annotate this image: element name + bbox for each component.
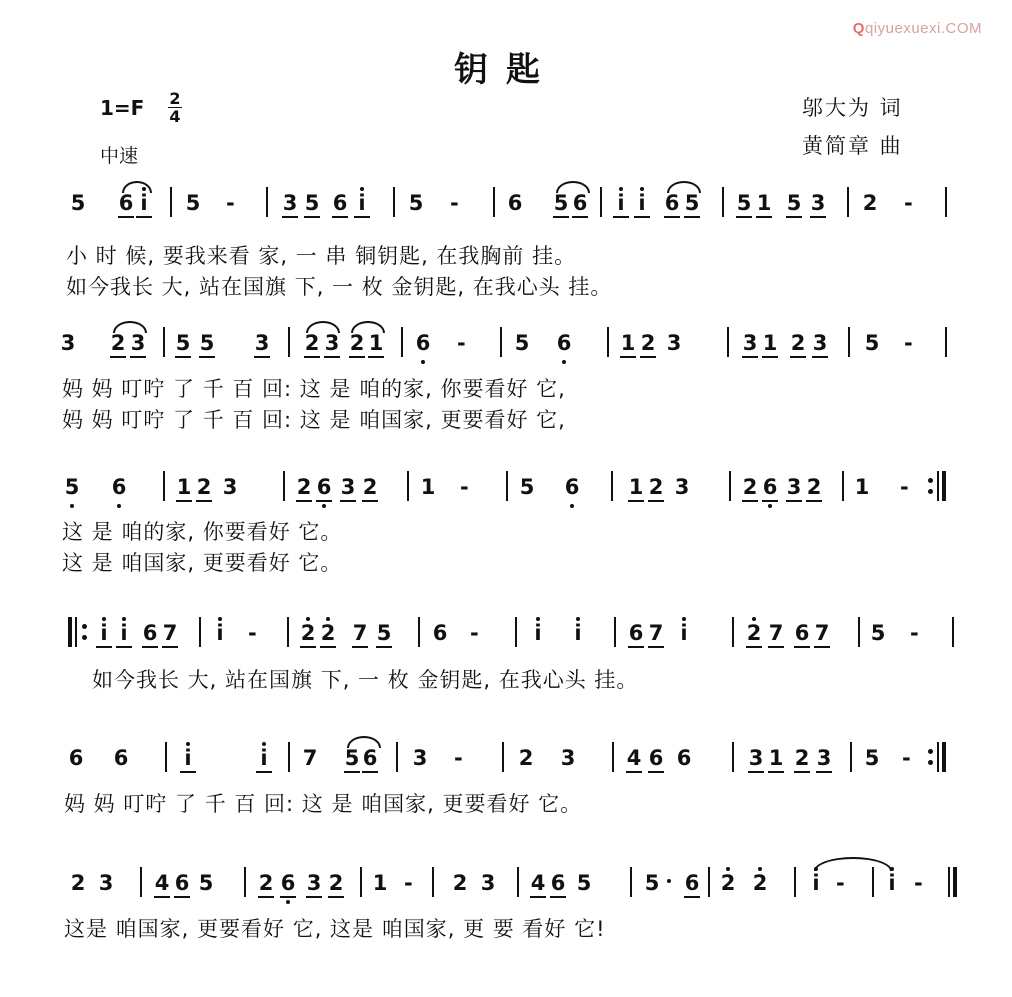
note: 6 bbox=[664, 191, 680, 215]
note: 2 bbox=[640, 331, 656, 355]
note: 5 bbox=[70, 191, 86, 215]
note: i bbox=[180, 746, 196, 770]
barline bbox=[199, 617, 201, 647]
note: 3 bbox=[666, 331, 682, 355]
note: 5 bbox=[870, 621, 886, 645]
barline bbox=[244, 867, 246, 897]
barline bbox=[722, 187, 724, 217]
note: 5 bbox=[519, 475, 535, 499]
note: 1 bbox=[768, 746, 784, 770]
augmentation-dot bbox=[667, 879, 671, 883]
barline bbox=[612, 742, 614, 772]
note: i bbox=[808, 871, 824, 895]
note: 1 bbox=[620, 331, 636, 355]
note: 6 bbox=[507, 191, 523, 215]
note: 3 bbox=[748, 746, 764, 770]
barline bbox=[708, 867, 710, 897]
extension-dash: - bbox=[904, 191, 913, 215]
note: 6 bbox=[362, 746, 378, 770]
extension-dash: - bbox=[450, 191, 459, 215]
extension-dash: - bbox=[248, 621, 257, 645]
note: 6 bbox=[174, 871, 190, 895]
song-title: 钥匙 bbox=[454, 50, 558, 90]
barline bbox=[611, 471, 613, 501]
note: 3 bbox=[60, 331, 76, 355]
note: 3 bbox=[306, 871, 322, 895]
note: 6 bbox=[118, 191, 134, 215]
note: 2 bbox=[320, 621, 336, 645]
note: 2 bbox=[328, 871, 344, 895]
note: 3 bbox=[816, 746, 832, 770]
note: 6 bbox=[142, 621, 158, 645]
lyric-verse-2: 妈 妈 叮咛 了 千 百 回: 这 是 咱国家, 更要看好 它, bbox=[62, 408, 566, 432]
note: 3 bbox=[786, 475, 802, 499]
barline bbox=[432, 867, 434, 897]
note: 6 bbox=[280, 871, 296, 895]
note: 3 bbox=[812, 331, 828, 355]
note: 7 bbox=[648, 621, 664, 645]
note: 6 bbox=[628, 621, 644, 645]
note: i bbox=[116, 621, 132, 645]
lyric-verse-2: 如今我长 大, 站在国旗 下, 一 枚 金钥匙, 在我心头 挂。 bbox=[92, 668, 639, 692]
note: 5 bbox=[199, 331, 215, 355]
barline bbox=[945, 187, 947, 217]
note: 5 bbox=[376, 621, 392, 645]
barline bbox=[945, 327, 947, 357]
note: i bbox=[613, 191, 629, 215]
note: 1 bbox=[854, 475, 870, 499]
note: 6 bbox=[556, 331, 572, 355]
note: 1 bbox=[372, 871, 388, 895]
note: 6 bbox=[684, 871, 700, 895]
note: 6 bbox=[648, 746, 664, 770]
note: 6 bbox=[794, 621, 810, 645]
lyric-final: 这是 咱国家, 更要看好 它, 这是 咱国家, 更 要 看好 它! bbox=[64, 917, 606, 941]
note: i bbox=[354, 191, 370, 215]
barline bbox=[393, 187, 395, 217]
watermark: Qqiyuexuexi.COM bbox=[852, 20, 982, 37]
note: i bbox=[570, 621, 586, 645]
note: 2 bbox=[362, 475, 378, 499]
extension-dash: - bbox=[914, 871, 923, 895]
note: 6 bbox=[316, 475, 332, 499]
note: 3 bbox=[674, 475, 690, 499]
note: 5 bbox=[185, 191, 201, 215]
system-1 bbox=[0, 187, 1012, 317]
note: 2 bbox=[742, 475, 758, 499]
note: 4 bbox=[154, 871, 170, 895]
slur bbox=[306, 321, 340, 333]
barline bbox=[500, 327, 502, 357]
note: 3 bbox=[222, 475, 238, 499]
notation-line bbox=[0, 327, 1012, 375]
slur bbox=[351, 321, 385, 333]
barline bbox=[360, 867, 362, 897]
key-signature: 1=F bbox=[100, 96, 145, 120]
note: 5 bbox=[304, 191, 320, 215]
time-signature-top: 2 bbox=[169, 89, 181, 108]
note: 2 bbox=[790, 331, 806, 355]
note: 4 bbox=[626, 746, 642, 770]
note: 2 bbox=[304, 331, 320, 355]
barline bbox=[407, 471, 409, 501]
lyric-verse-2: 如今我长 大, 站在国旗 下, 一 枚 金钥匙, 在我心头 挂。 bbox=[66, 275, 613, 299]
barline bbox=[848, 327, 850, 357]
barline bbox=[396, 742, 398, 772]
note: 7 bbox=[162, 621, 178, 645]
notation-line bbox=[0, 617, 1012, 665]
system-6 bbox=[0, 867, 1012, 997]
note: 6 bbox=[572, 191, 588, 215]
barline bbox=[163, 471, 165, 501]
barline bbox=[287, 617, 289, 647]
note: 7 bbox=[302, 746, 318, 770]
slur bbox=[113, 321, 147, 333]
time-signature bbox=[168, 90, 182, 125]
lyricist-credit: 邬大为 词 bbox=[802, 96, 903, 120]
barline bbox=[872, 867, 874, 897]
extension-dash: - bbox=[226, 191, 235, 215]
extension-dash: - bbox=[836, 871, 845, 895]
lyric-verse-1: 妈 妈 叮咛 了 千 百 回: 这 是 咱的家, 你要看好 它, bbox=[62, 377, 566, 401]
extension-dash: - bbox=[404, 871, 413, 895]
composer-credit: 黄简章 曲 bbox=[802, 134, 903, 158]
barline bbox=[729, 471, 731, 501]
barline bbox=[170, 187, 172, 217]
note: 6 bbox=[332, 191, 348, 215]
note: 4 bbox=[530, 871, 546, 895]
barline bbox=[732, 617, 734, 647]
barline bbox=[515, 617, 517, 647]
note: 3 bbox=[412, 746, 428, 770]
note: 7 bbox=[352, 621, 368, 645]
note: 3 bbox=[324, 331, 340, 355]
barline bbox=[614, 617, 616, 647]
slur bbox=[556, 181, 590, 193]
note: 6 bbox=[68, 746, 84, 770]
note: 6 bbox=[550, 871, 566, 895]
note: 2 bbox=[110, 331, 126, 355]
note: 5 bbox=[864, 331, 880, 355]
note: i bbox=[884, 871, 900, 895]
note: 3 bbox=[340, 475, 356, 499]
barline bbox=[493, 187, 495, 217]
barline bbox=[842, 471, 844, 501]
barline bbox=[727, 327, 729, 357]
note: 2 bbox=[720, 871, 736, 895]
note: 3 bbox=[560, 746, 576, 770]
barline bbox=[418, 617, 420, 647]
barline bbox=[858, 617, 860, 647]
note: 2 bbox=[452, 871, 468, 895]
note: 2 bbox=[70, 871, 86, 895]
note: 5 bbox=[514, 331, 530, 355]
note: 1 bbox=[368, 331, 384, 355]
repeat-end-sign bbox=[925, 742, 949, 772]
note: 1 bbox=[756, 191, 772, 215]
extension-dash: - bbox=[904, 331, 913, 355]
note: 3 bbox=[130, 331, 146, 355]
note: 3 bbox=[282, 191, 298, 215]
barline bbox=[850, 742, 852, 772]
final-barline bbox=[948, 867, 960, 897]
extension-dash: - bbox=[460, 475, 469, 499]
note: 6 bbox=[415, 331, 431, 355]
note: i bbox=[256, 746, 272, 770]
note: i bbox=[530, 621, 546, 645]
note: 2 bbox=[518, 746, 534, 770]
note: 3 bbox=[480, 871, 496, 895]
repeat-end-sign bbox=[925, 471, 949, 501]
extension-dash: - bbox=[900, 475, 909, 499]
note: 5 bbox=[553, 191, 569, 215]
note: 3 bbox=[254, 331, 270, 355]
note: 5 bbox=[344, 746, 360, 770]
barline bbox=[517, 867, 519, 897]
note: 2 bbox=[296, 475, 312, 499]
note: 1 bbox=[762, 331, 778, 355]
barline bbox=[847, 187, 849, 217]
extension-dash: - bbox=[910, 621, 919, 645]
note: 5 bbox=[786, 191, 802, 215]
note: 1 bbox=[420, 475, 436, 499]
note: 2 bbox=[196, 475, 212, 499]
notation-line bbox=[0, 187, 1012, 235]
barline bbox=[163, 327, 165, 357]
slur bbox=[122, 181, 152, 193]
system-4 bbox=[0, 617, 1012, 747]
note: 5 bbox=[644, 871, 660, 895]
note: 7 bbox=[814, 621, 830, 645]
system-3 bbox=[0, 471, 1012, 601]
extension-dash: - bbox=[470, 621, 479, 645]
note: 3 bbox=[98, 871, 114, 895]
note: 2 bbox=[806, 475, 822, 499]
note: 5 bbox=[736, 191, 752, 215]
note: 5 bbox=[175, 331, 191, 355]
notation-line bbox=[0, 742, 1012, 790]
note: 2 bbox=[752, 871, 768, 895]
note: 5 bbox=[64, 475, 80, 499]
note: 6 bbox=[762, 475, 778, 499]
barline bbox=[266, 187, 268, 217]
lyric-verse-2: 这 是 咱国家, 更要看好 它。 bbox=[62, 551, 343, 575]
lyric-verse-2: 妈 妈 叮咛 了 千 百 回: 这 是 咱国家, 更要看好 它。 bbox=[64, 792, 583, 816]
barline bbox=[506, 471, 508, 501]
note: 5 bbox=[684, 191, 700, 215]
note: 1 bbox=[176, 475, 192, 499]
note: 5 bbox=[864, 746, 880, 770]
notation-line bbox=[0, 471, 1012, 519]
note: 6 bbox=[111, 475, 127, 499]
barline bbox=[288, 327, 290, 357]
note: 5 bbox=[408, 191, 424, 215]
note: 3 bbox=[742, 331, 758, 355]
note: 5 bbox=[198, 871, 214, 895]
system-5 bbox=[0, 742, 1012, 872]
barline bbox=[630, 867, 632, 897]
note: 6 bbox=[564, 475, 580, 499]
note: 2 bbox=[349, 331, 365, 355]
barline bbox=[732, 742, 734, 772]
note: i bbox=[676, 621, 692, 645]
barline bbox=[140, 867, 142, 897]
note: 7 bbox=[768, 621, 784, 645]
lyric-verse-1: 小 时 候, 要我来看 家, 一 串 铜钥匙, 在我胸前 挂。 bbox=[66, 244, 577, 268]
note: i bbox=[96, 621, 112, 645]
barline bbox=[165, 742, 167, 772]
lyric-verse-1: 这 是 咱的家, 你要看好 它。 bbox=[62, 520, 343, 544]
note: 2 bbox=[746, 621, 762, 645]
system-2 bbox=[0, 327, 1012, 457]
note: 1 bbox=[628, 475, 644, 499]
note: 5 bbox=[576, 871, 592, 895]
note: 6 bbox=[432, 621, 448, 645]
repeat-start-sign bbox=[68, 617, 92, 647]
note: i bbox=[136, 191, 152, 215]
note: 2 bbox=[648, 475, 664, 499]
barline bbox=[502, 742, 504, 772]
barline bbox=[600, 187, 602, 217]
barline bbox=[401, 327, 403, 357]
extension-dash: - bbox=[902, 746, 911, 770]
note: i bbox=[634, 191, 650, 215]
note: 2 bbox=[794, 746, 810, 770]
notation-line bbox=[0, 867, 1012, 915]
note: 2 bbox=[258, 871, 274, 895]
note: 2 bbox=[862, 191, 878, 215]
barline bbox=[607, 327, 609, 357]
barline bbox=[283, 471, 285, 501]
extension-dash: - bbox=[457, 331, 466, 355]
barline bbox=[952, 617, 954, 647]
note: 3 bbox=[810, 191, 826, 215]
barline bbox=[794, 867, 796, 897]
extension-dash: - bbox=[454, 746, 463, 770]
time-signature-bottom: 4 bbox=[169, 107, 181, 126]
barline bbox=[288, 742, 290, 772]
slur bbox=[667, 181, 701, 193]
note: 2 bbox=[300, 621, 316, 645]
note: i bbox=[212, 621, 228, 645]
note: 6 bbox=[113, 746, 129, 770]
note: 6 bbox=[676, 746, 692, 770]
tempo-marking: 中速 bbox=[100, 145, 139, 167]
